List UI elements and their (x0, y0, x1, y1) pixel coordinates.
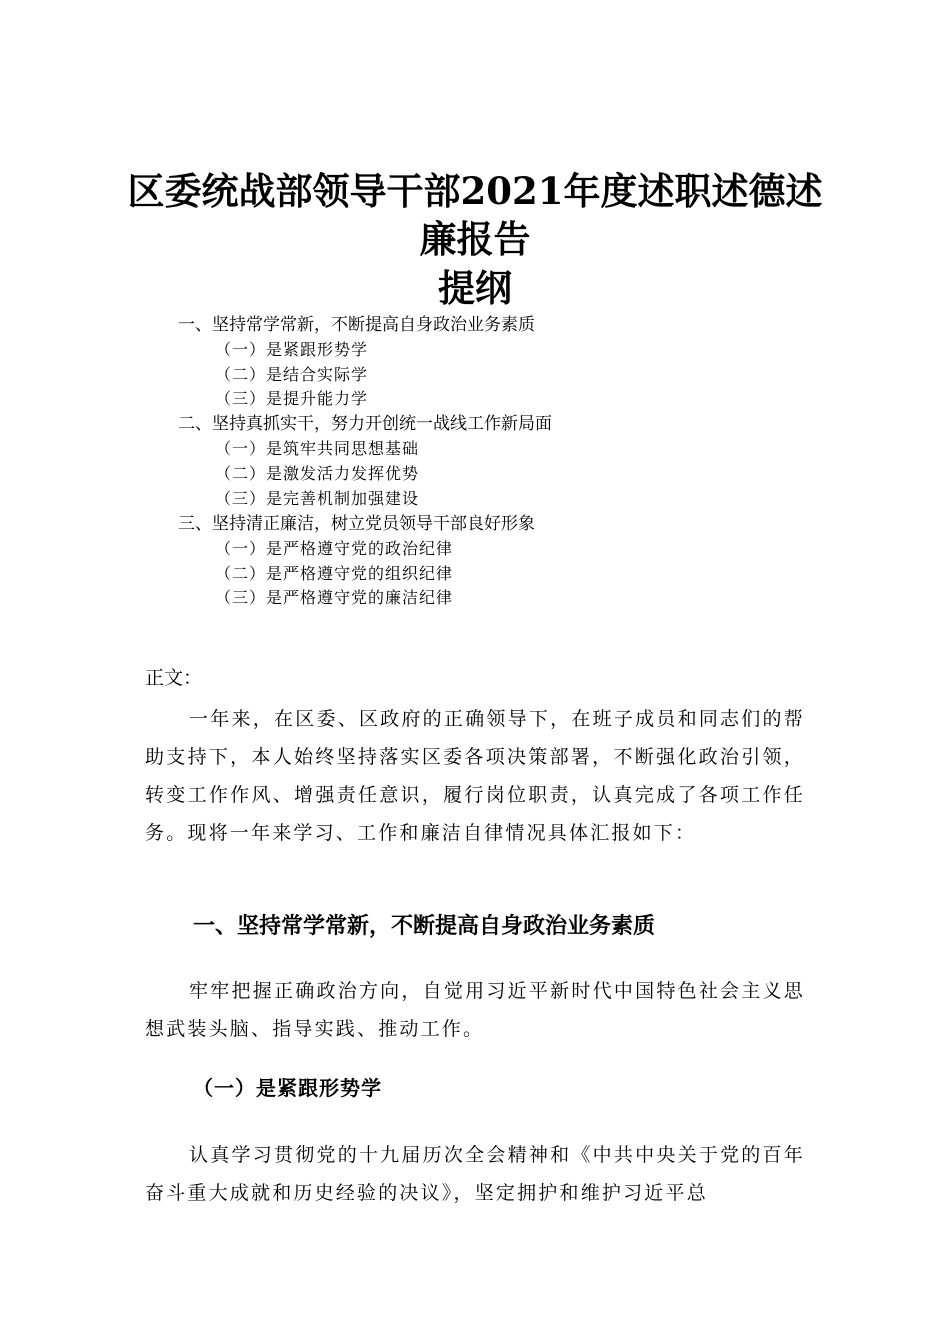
outline-item-3: 三、坚持清正廉洁，树立党员领导干部良好形象 (178, 514, 535, 534)
outline-item-1: 一、坚持常学常新，不断提高自身政治业务素质 (178, 315, 535, 335)
outline-item-1-1: （一）是紧跟形势学 (215, 340, 369, 359)
outline-item-2-1: （一）是筑牢共同思想基础 (215, 439, 420, 458)
outline-item-2-3: （三）是完善机制加强建设 (215, 489, 420, 508)
outline-item-1-2: （二）是结合实际学 (215, 365, 369, 384)
outline-item-2: 二、坚持真抓实干，努力开创统一战线工作新局面 (178, 414, 552, 434)
body-label: 正文： (145, 667, 203, 689)
intro-paragraph: 一年来，在区委、区政府的正确领导下，在班子成员和同志们的帮助支持下，本人始终坚持落实区委各项决策部署，不断强化政治引领，转变工作作风、增强责任意识，履行岗位职责，认真完成了各项工作任务。现将一年来学习、工作和廉洁自律情况具体汇报如下： (145, 708, 805, 844)
section-1-heading: 一、坚持常学常新，不断提高自身政治业务素质 (193, 914, 656, 939)
document-title-line-1: 区委统战部领导干部2021年度述职述德述 (127, 169, 823, 213)
section-1-subheading-1: （一）是紧跟形势学 (193, 1076, 382, 1100)
outline-item-2-2: （二）是激发活力发挥优势 (215, 464, 420, 483)
outline-item-1-3: （三）是提升能力学 (215, 389, 369, 408)
section-1-paragraph: 牢牢把握正确政治方向，自觉用习近平新时代中国特色社会主义思想武装头脑、指导实践、推动工作。 (145, 980, 805, 1040)
document-title-outline: 提纲 (438, 266, 512, 310)
outline-item-3-3: （三）是严格遵守党的廉洁纪律 (215, 588, 454, 607)
section-1-sub-1-paragraph: 认真学习贯彻党的十九届历次全会精神和《中共中央关于党的百年奋斗重大成就和历史经验的决议》，坚定拥护和维护习近平总 (145, 1144, 805, 1204)
outline-item-3-1: （一）是严格遵守党的政治纪律 (215, 539, 454, 558)
document-title-line-2: 廉报告 (419, 217, 531, 261)
outline-item-3-2: （二）是严格遵守党的组织纪律 (215, 564, 454, 583)
